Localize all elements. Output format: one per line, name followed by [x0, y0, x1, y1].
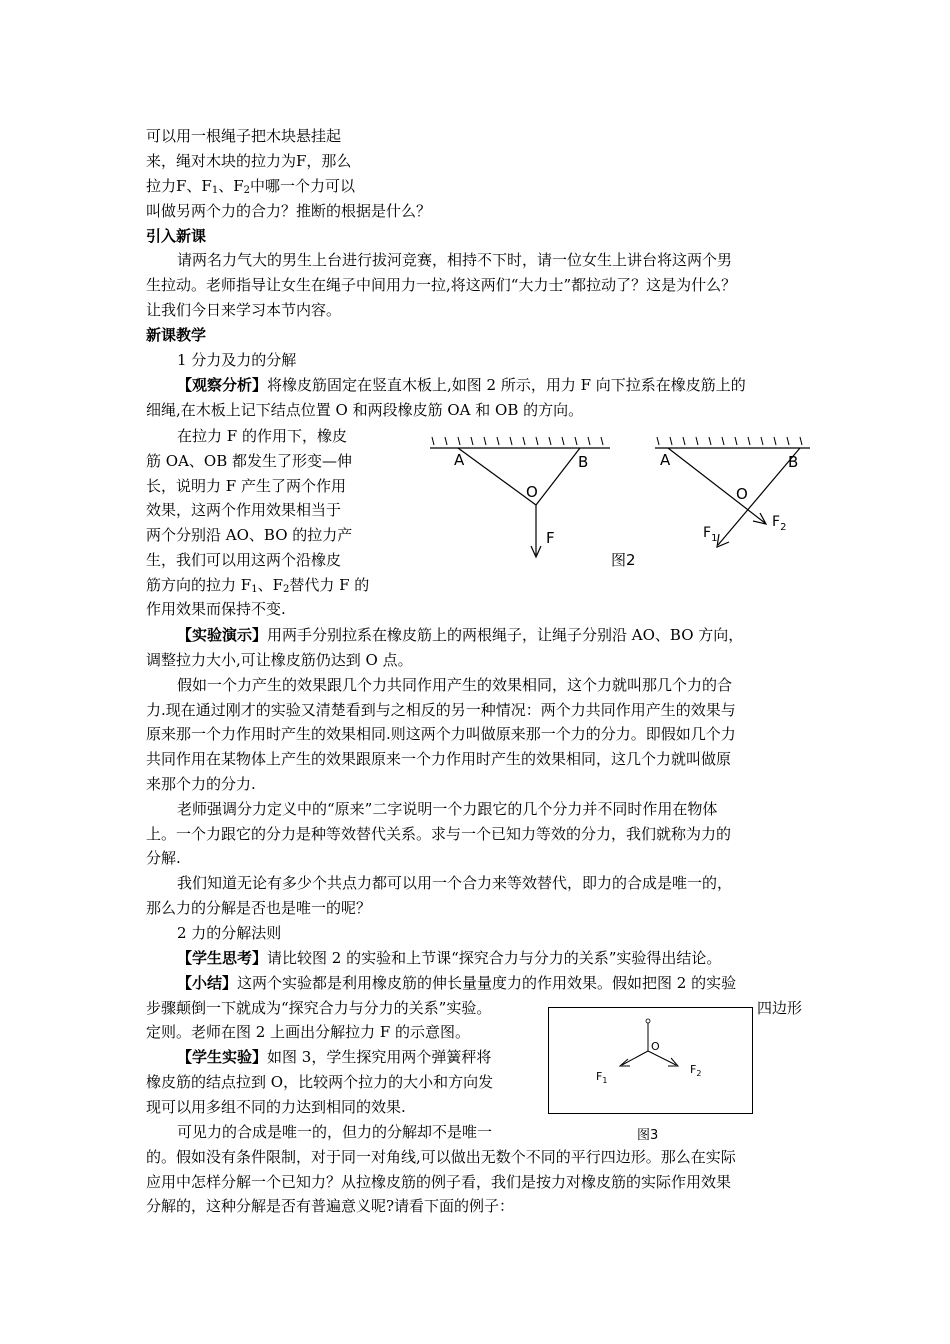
paragraph-line: 生拉动。老师指导让女生在绳子中间用力一拉,将这两们“大力士”都拉动了？这是为什么？ [146, 276, 737, 294]
subsection-heading-1: 1 分力及力的分解 [177, 351, 297, 369]
paragraph-line: 来那个力的分力. [146, 775, 256, 793]
rubber-band-oa [458, 448, 536, 505]
left-column-line: 筋方向的拉力 $F_1$、$F_2$替代力 F 的 [146, 576, 370, 595]
board-hatch [432, 437, 603, 445]
paragraph-line: 老师强调分力定义中的“原来”二字说明一个力跟它的几个分力并不同时作用在物体 [177, 800, 718, 818]
board-hatch [657, 437, 802, 445]
observe-line-1: 【观察分析】将橡皮筋固定在竖直木板上,如图 2 所示，用力 F 向下拉系在橡皮筋上的 [177, 376, 746, 394]
left-column-line: 生，我们可以用这两个沿橡皮 [146, 551, 342, 569]
figure-3 [548, 1007, 756, 1147]
figure-2-caption: 图2 [611, 551, 636, 569]
left-column-line: 效果，这两个作用效果相当于 [146, 501, 342, 519]
paragraph-line: 共同作用在某物体上产生的效果跟原来一个力作用时产生的效果相同，这几个力就叫做原 [146, 750, 732, 768]
paragraph-line: 应用中怎样分解一个已知力？从拉橡皮筋的例子看，我们是按力对橡皮筋的实际作用效果 [146, 1173, 732, 1191]
left-column-line: 筋 OA、OB 都发生了形变—伸 [146, 452, 352, 470]
label-b: B [578, 453, 589, 471]
intro-line-3: 拉力F、$F_1$、$F_2$中哪一个力可以 [146, 177, 356, 196]
experiment-line-2: 调整拉力大小,可让橡皮筋仍达到 O 点。 [146, 651, 413, 669]
summary-line-1: 【小结】这两个实验都是利用橡皮筋的伸长量量度力的作用效果。假如把图 2 的实验 [177, 974, 737, 992]
summary-line-3: 定则。老师在图 2 上画出分解拉力 F 的示意图。 [146, 1023, 471, 1041]
observe-line-2: 细绳,在木板上记下结点位置 O 和两段橡皮筋 OA 和 OB 的方向。 [146, 401, 584, 419]
paragraph-line: 上。一个力跟它的分力是种等效替代关系。求与一个已知力等效的分力，我们就称为力的 [146, 825, 732, 843]
paragraph-line: 分解的，这种分解是否有普遍意义呢?请看下面的例子： [146, 1197, 515, 1215]
label-f1: $F_1$ [596, 1070, 608, 1085]
paragraph-line: 假如一个力产生的效果跟几个力共同作用产生的效果相同，这个力就叫那几个力的合 [177, 676, 733, 694]
paragraph-line: 的。假如没有条件限制，对于同一对角线,可以做出无数个不同的平行四边形。那么在实际 [146, 1148, 736, 1166]
paragraph-line: 那么力的分解是否也是唯一的呢？ [146, 899, 372, 917]
paragraph-line: 让我们今日来学习本节内容。 [146, 301, 342, 319]
student-experiment-line-2: 橡皮筋的结点拉到 O，比较两个拉力的大小和方向发 [146, 1073, 494, 1091]
intro-line-2: 来，绳对木块的拉力为F，那么 [146, 152, 352, 170]
left-column-line: 在拉力 F 的作用下，橡皮 [177, 427, 347, 445]
paragraph-line: 请两名力气大的男生上台进行拔河竞赛，相持不下时，请一位女生上讲台将这两个男 [177, 251, 733, 269]
label-a: A [660, 451, 671, 469]
subsection-heading-2: 2 力的分解法则 [177, 924, 282, 942]
intro-line-1: 可以用一根绳子把木块悬挂起 [146, 127, 342, 145]
label-f2: $F_2$ [690, 1063, 702, 1078]
left-column-line: 长，说明力 F 产生了两个作用 [146, 477, 346, 495]
paragraph-line: 原来那一个力作用时产生的效果相同.则这两个力叫做原来那一个力的分力。即假如几个力 [146, 725, 736, 743]
rubber-band-ob [536, 448, 580, 505]
summary-line-2: 步骤颠倒一下就成为“探究合力与分力的关系”实验。 [146, 999, 492, 1017]
summary-line-2-tail: 四边形 [757, 999, 803, 1017]
intro-line-4: 叫做另两个力的合力？推断的根据是什么？ [146, 202, 432, 220]
label-b: B [788, 453, 799, 471]
label-f: F [546, 529, 555, 547]
section-heading-intro: 引入新课 [146, 227, 207, 245]
figure-2 [420, 425, 820, 575]
label-f2: $F_2$ [772, 514, 787, 533]
rubber-band-a-to-f2 [668, 448, 765, 523]
section-heading-new-lesson: 新课教学 [146, 326, 207, 344]
paragraph-line: 可见力的合成是唯一的，但力的分解却不是唯一 [177, 1123, 493, 1141]
label-f1: $F_1$ [703, 525, 718, 544]
paragraph-line: 我们知道无论有多少个共点力都可以用一个合力来等效替代，即力的合成是唯一的， [177, 874, 733, 892]
paragraph-line: 力.现在通过刚才的实验又清楚看到与之相反的另一种情况：两个力共同作用产生的效果与 [146, 701, 736, 719]
student-think-line: 【学生思考】请比较图 2 的实验和上节课“探究合力与分力的关系”实验得出结论。 [177, 949, 722, 967]
label-o: O [651, 1040, 660, 1053]
paragraph-line: 分解. [146, 849, 181, 867]
label-o: O [736, 485, 748, 503]
figure-3-frame [549, 1008, 753, 1114]
figure-3-caption: 图3 [637, 1128, 659, 1143]
student-experiment-line-1: 【学生实验】如图 3，学生探究用两个弹簧秤将 [177, 1048, 492, 1066]
label-o: O [526, 483, 538, 501]
left-column-line: 作用效果而保持不变. [146, 600, 286, 618]
student-experiment-line-3: 现可以用多组不同的力达到相同的效果. [146, 1098, 406, 1116]
label-a: A [454, 451, 465, 469]
arrowhead [717, 534, 729, 547]
left-column-line: 两个分别沿 AO、BO 的拉力产 [146, 526, 353, 544]
experiment-line-1: 【实验演示】用两手分别拉系在橡皮筋上的两根绳子，让绳子分别沿 AO、BO 方向， [177, 626, 744, 644]
